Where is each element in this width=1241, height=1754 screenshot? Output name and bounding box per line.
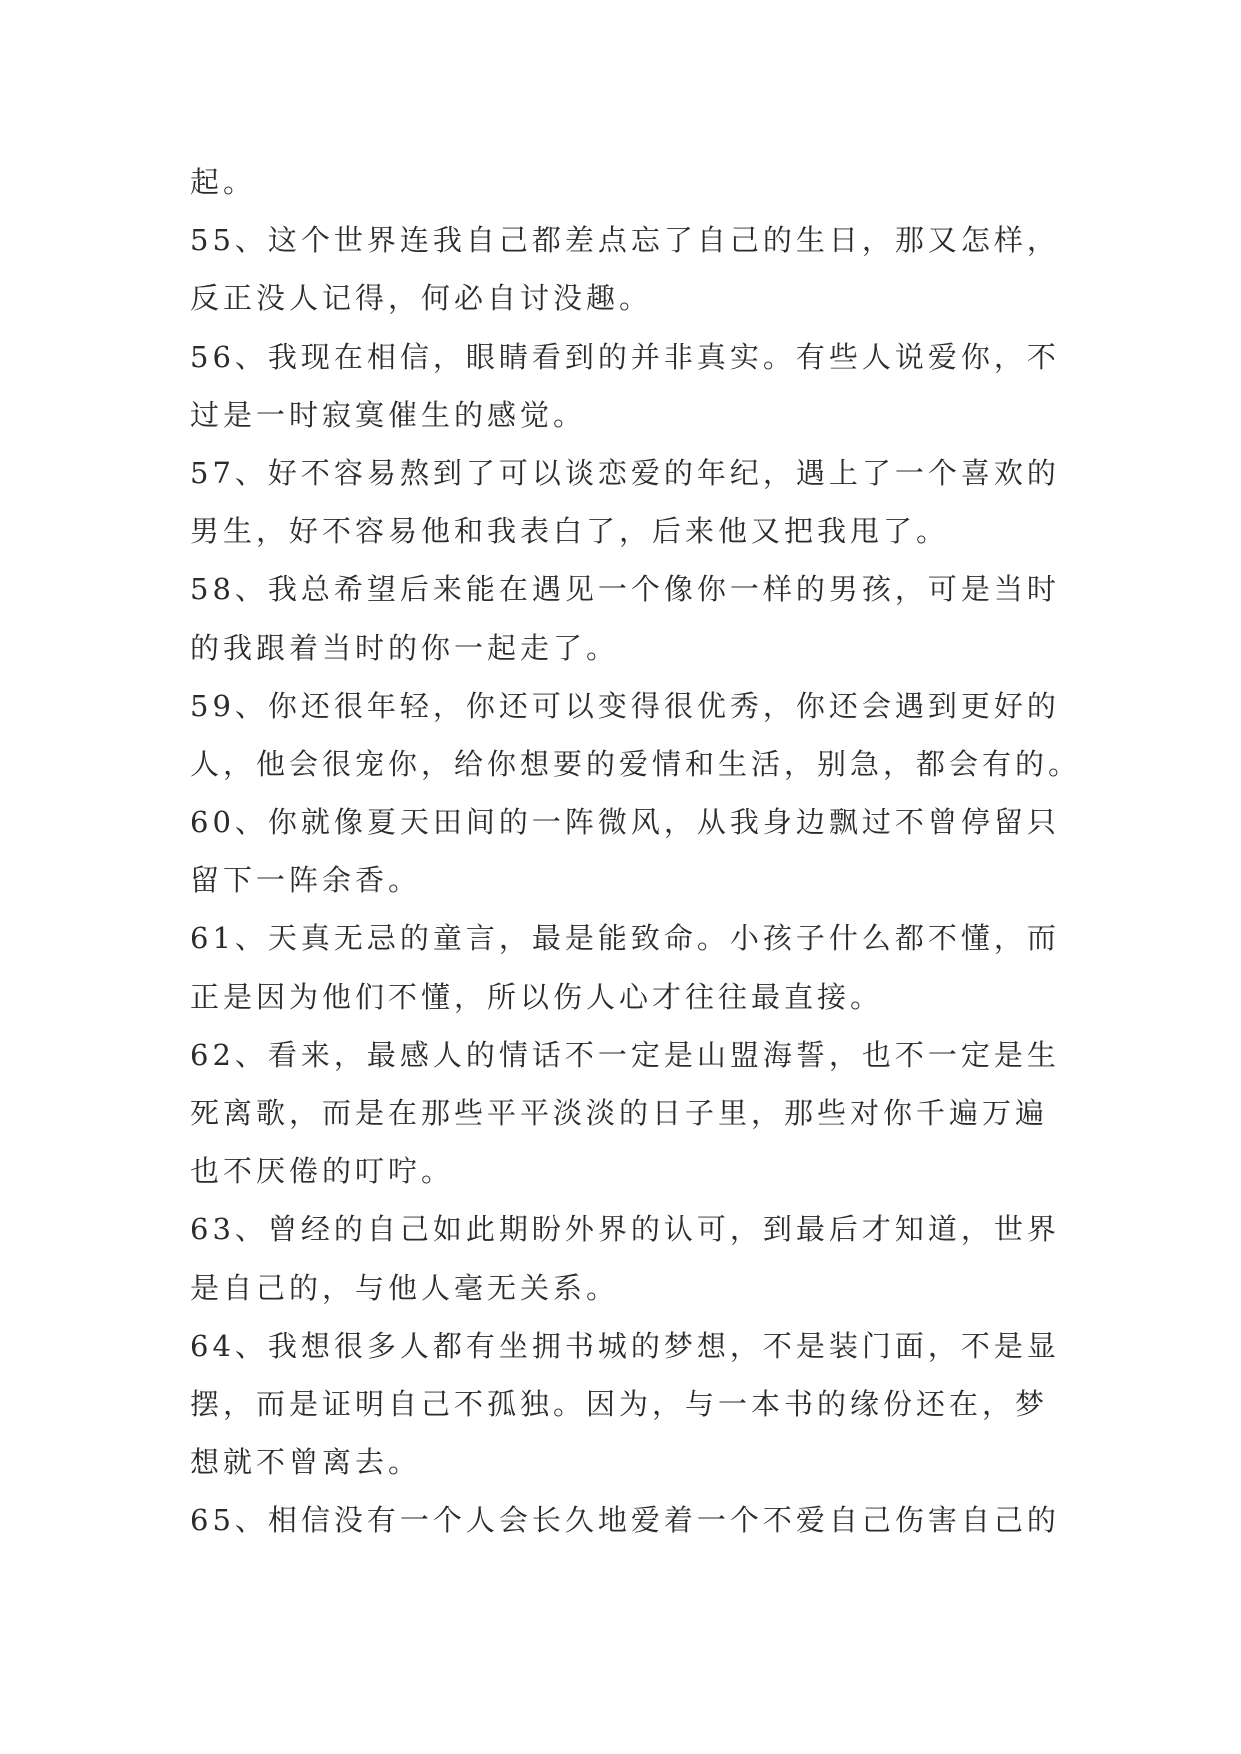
text-line: 起。 (190, 165, 257, 199)
text-line: 反正没人记得，何必自讨没趣。 (190, 281, 653, 316)
text-line: 正是因为他们不懂，所以伤人心才往往最直接。 (190, 979, 884, 1014)
text-line: 想就不曾离去。 (190, 1445, 422, 1480)
text-line: 58、我总希望后来能在遇见一个像你一样的男孩，可是当时 (190, 572, 1060, 607)
text-line: 过是一时寂寞催生的感觉。 (190, 397, 587, 432)
text-line: 也不厌倦的叮咛。 (190, 1154, 455, 1189)
text-line: 的我跟着当时的你一起走了。 (190, 630, 620, 665)
text-line: 60、你就像夏天田间的一阵微风，从我身边飘过不曾停留只 (190, 805, 1060, 840)
document-text (190, 153, 1082, 1550)
text-line: 留下一阵余香。 (190, 863, 422, 898)
text-line: 63、曾经的自己如此期盼外界的认可，到最后才知道，世界 (190, 1212, 1060, 1247)
text-line: 57、好不容易熬到了可以谈恋爱的年纪，遇上了一个喜欢的 (190, 455, 1060, 490)
text-line: 男生，好不容易他和我表白了，后来他又把我甩了。 (190, 514, 950, 549)
text-line: 65、相信没有一个人会长久地爱着一个不爱自己伤害自己的 (190, 1503, 1060, 1538)
text-line: 死离歌，而是在那些平平淡淡的日子里，那些对你千遍万遍 (190, 1096, 1049, 1130)
text-line: 56、我现在相信，眼睛看到的并非真实。有些人说爱你，不 (190, 339, 1060, 374)
text-line: 64、我想很多人都有坐拥书城的梦想，不是装门面，不是显 (190, 1328, 1060, 1363)
text-line: 是自己的，与他人毫无关系。 (190, 1270, 620, 1305)
text-line: 61、天真无忌的童言，最是能致命。小孩子什么都不懂，而 (190, 921, 1060, 956)
text-line: 人，他会很宠你，给你想要的爱情和生活，别急，都会有的。 (190, 746, 1082, 781)
text-line: 摆，而是证明自己不孤独。因为，与一本书的缘份还在，梦 (190, 1386, 1049, 1421)
text-line: 62、看来，最感人的情话不一定是山盟海誓，也不一定是生 (190, 1037, 1060, 1072)
text-line: 59、你还很年轻，你还可以变得很优秀，你还会遇到更好的 (190, 688, 1060, 723)
text-line: 55、这个世界连我自己都差点忘了自己的生日，那又怎样， (190, 223, 1060, 258)
